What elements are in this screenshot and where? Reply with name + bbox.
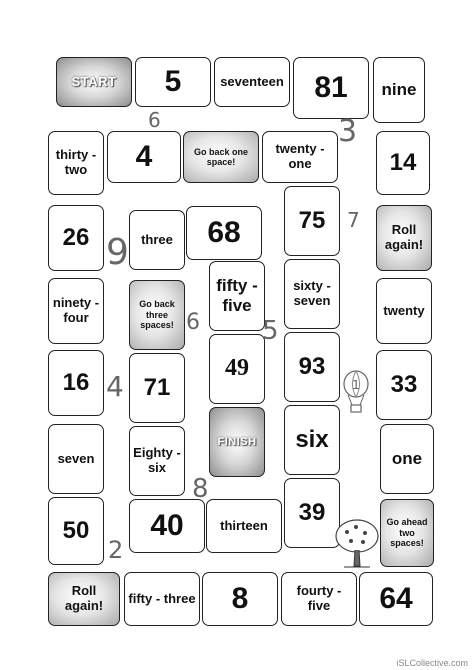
tile-label: 49: [225, 355, 249, 382]
roll-again-tile: [48, 572, 120, 626]
tile-label: 39: [298, 499, 326, 527]
digit-character-icon: 3: [338, 114, 358, 149]
board-tile: [281, 572, 357, 626]
start-tile: [56, 57, 132, 107]
tile-label: 14: [389, 149, 417, 177]
tile-label: seven: [57, 450, 95, 466]
digit-character-icon: 8: [192, 474, 209, 504]
tree-icon: [334, 518, 380, 570]
tile-label: fourty - five: [296, 583, 342, 613]
tile-label: seventeen: [220, 73, 284, 89]
tile-label: 33: [390, 371, 418, 399]
digit-character-icon: 7: [347, 208, 360, 232]
tile-label: 40: [150, 508, 184, 542]
board-tile: [284, 332, 340, 402]
board-tile: [48, 424, 104, 494]
board-tile: [373, 57, 425, 123]
board-tile: [124, 572, 200, 626]
board-tile: [129, 353, 185, 423]
finish-tile: [209, 407, 265, 477]
tile-label: fifty - five: [216, 276, 258, 315]
board-tile: [284, 478, 340, 548]
board-tile: [376, 350, 432, 420]
tile-label: thirteen: [220, 517, 268, 533]
board-tile: [214, 57, 290, 107]
board-tile: [202, 572, 278, 626]
tile-label: 81: [314, 70, 348, 104]
tile-label: 26: [62, 224, 90, 252]
board-tile: [284, 259, 340, 329]
board-tile: [129, 426, 185, 496]
board-tile: [284, 405, 340, 475]
tile-label: Roll again!: [384, 222, 424, 252]
tile-label: 8: [231, 581, 249, 615]
tile-label: 16: [62, 369, 90, 397]
tile-label: twenty: [383, 302, 425, 318]
board-tile: [359, 572, 433, 626]
board-tile: [293, 57, 369, 119]
digit-character-icon: 9: [106, 232, 129, 273]
digit-character-icon: 4: [106, 370, 124, 403]
tile-label: three: [141, 231, 173, 247]
tile-label: 93: [298, 353, 326, 381]
tile-label: 64: [379, 581, 413, 615]
digit-character-icon: 6: [186, 310, 200, 335]
board-tile: [209, 261, 265, 331]
board-tile: [107, 131, 181, 183]
tile-label: ninety - four: [52, 295, 100, 325]
tile-label: 68: [207, 215, 241, 249]
start-label: START: [71, 73, 117, 89]
digit-character-icon: 6: [148, 108, 161, 132]
tile-label: fifty - three: [128, 590, 196, 606]
tile-label: 75: [298, 207, 326, 235]
board-tile: [209, 334, 265, 404]
go-back-three-spaces-tile: [129, 280, 185, 350]
tile-label: one: [391, 449, 423, 469]
go-ahead-two-spaces-tile: [380, 499, 434, 567]
board-tile: [206, 499, 282, 553]
board-tile: [48, 278, 104, 344]
finish-label: FINISH: [217, 435, 257, 448]
board-tile: [129, 499, 205, 553]
tile-label: Go back one space!: [193, 146, 248, 167]
tile-label: 5: [164, 64, 182, 98]
board-tile: [135, 57, 211, 107]
board-tile: [48, 350, 104, 416]
board-tile: [376, 278, 432, 344]
site-watermark: iSLCollective.com: [396, 658, 468, 668]
roll-again-tile: [376, 205, 432, 271]
go-back-one-space-tile: [183, 131, 259, 183]
tile-label: Eighty - six: [133, 445, 181, 475]
tile-label: 50: [62, 517, 90, 545]
tile-label: sixty - seven: [293, 278, 331, 308]
tile-label: thirty - two: [55, 147, 97, 177]
board-tile: [48, 205, 104, 271]
tile-label: Go back three spaces!: [139, 299, 175, 331]
board-tile: [380, 424, 434, 494]
svg-text:1: 1: [352, 378, 360, 392]
board-tile: [129, 210, 185, 270]
tile-label: 71: [143, 374, 171, 402]
tile-label: Roll again!: [64, 583, 104, 613]
board-tile: [186, 206, 262, 260]
tile-label: Go ahead two spaces!: [386, 517, 428, 549]
board-tile: [48, 131, 104, 195]
tile-label: 4: [135, 139, 153, 173]
digit-character-icon: 5: [262, 316, 279, 346]
board-tile: [262, 131, 338, 183]
digit-character-icon: 2: [108, 536, 124, 564]
board-tile: [284, 186, 340, 256]
tile-label: six: [295, 426, 329, 454]
tile-label: nine: [381, 80, 417, 100]
tile-label: twenty - one: [275, 141, 325, 171]
board-tile: [376, 131, 430, 195]
board-tile: [48, 497, 104, 565]
hot-air-balloon-icon: [341, 370, 371, 414]
